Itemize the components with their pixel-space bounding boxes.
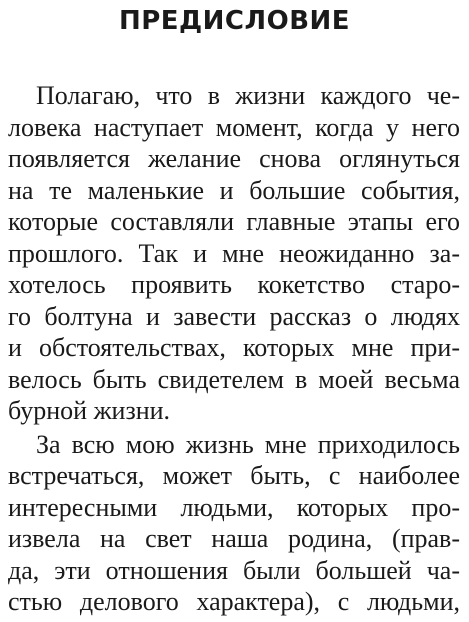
body-text [8,80,460,618]
text-line: велось быть свидетелем в моей весьма [8,364,460,394]
text-line: встречаться, может быть, с наиболее [8,461,460,490]
text-line: на те маленькие и большие события, [8,175,460,205]
text-line: ловека наступает момент, когда у него [8,112,460,142]
text-line: интересными людьми, которых про- [8,492,460,522]
text-line: хотелось проявить кокетство старо- [8,270,460,299]
paragraph-1 [8,80,460,427]
text-line: появляется желание снова оглянуться [8,144,460,173]
text-line: бурной жизни. [8,396,171,425]
text-line: которые составляли главные этапы его [8,207,460,236]
text-line: и обстоятельствах, которых мне при- [8,333,460,362]
text-line: За всю мою жизнь мне приходилось [36,429,460,459]
text-line: прошлого. Так и мне неожиданно за- [8,238,460,268]
text-line: Полагаю, что в жизни каждого че- [36,81,460,110]
text-line: стью делового характера), с людьми, [8,587,460,616]
chapter-title: ПРЕДИСЛОВИЕ [118,6,351,36]
text-line: извела на свет наша родина, (прав- [8,524,460,553]
text-line: да, эти отношения были большей ча- [8,555,460,585]
text-line: го болтуна и завести рассказ о людях [8,301,460,331]
paragraph-2 [8,429,460,618]
